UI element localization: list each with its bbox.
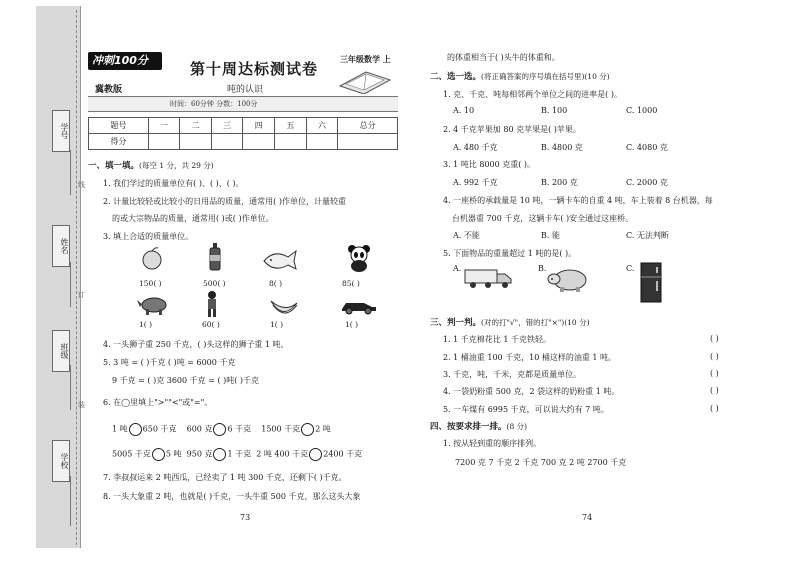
score-table-header-row bbox=[89, 118, 398, 134]
fill-q8: 8. 一头大象重 2 吨，也就是( )千克，一头牛重 500 千克，那么这头大象 bbox=[103, 492, 361, 501]
pic-caption-whale: 8( ) bbox=[269, 279, 283, 288]
score-input[interactable] bbox=[180, 134, 212, 150]
judge-q5: 5. 一车煤有 6995 千克，可以说大约有 7 吨。 bbox=[443, 405, 609, 414]
pic-caption-panda: 85( ) bbox=[342, 279, 360, 288]
class-field[interactable] bbox=[70, 365, 71, 410]
fill-q5-line1: 5. 3 吨 = ( )千克 ( )吨 = 6000 千克 bbox=[103, 358, 236, 367]
pic-caption-banana: 1( ) bbox=[270, 320, 284, 329]
choice-q2: 2. 4 千克苹果加 80 克苹果是( )苹果。 bbox=[443, 125, 581, 134]
page-number-left: 73 bbox=[240, 513, 251, 522]
judge-answer-box[interactable]: ( ) bbox=[710, 334, 719, 343]
car-icon bbox=[340, 297, 378, 315]
section-3-note: (对的打"√"，错的打"×")(10 分) bbox=[481, 318, 590, 327]
order-q1: 1. 按从轻到重的顺序排列。 bbox=[443, 439, 542, 448]
choice-q4-line1: 4. 一座桥的承载量是 10 吨，一辆卡车的自重 4 吨，车上装着 8 台机器，每 bbox=[443, 196, 713, 205]
compare-right: 6 千克 bbox=[227, 424, 252, 434]
page-number-right: 74 bbox=[582, 513, 593, 522]
fill-q6: 6. 在◯里填上">""<"或"="。 bbox=[103, 398, 213, 407]
choice-q3: 3. 1 吨比 8000 克重( )。 bbox=[443, 160, 536, 169]
page-title: 第十周达标测试卷 bbox=[190, 60, 319, 78]
score-input[interactable] bbox=[338, 134, 398, 150]
fill-q8-continued: 的体重相当于( )头牛的体重和。 bbox=[447, 53, 560, 62]
student-id-field[interactable] bbox=[70, 150, 71, 195]
judge-answer-box[interactable]: ( ) bbox=[710, 404, 719, 413]
student-id-label: 学号 bbox=[52, 110, 70, 152]
compare-row-2 bbox=[112, 448, 362, 461]
fill-q2-line2: 的或大宗物品的质量，通常用( )或( )作单位。 bbox=[112, 214, 274, 223]
score-cell: 四 bbox=[243, 118, 275, 134]
fill-q7: 7. 李叔叔运来 2 吨西瓜，已经卖了 1 吨 300 千克，还剩下( )千克。 bbox=[103, 473, 347, 482]
judge-answer-box[interactable]: ( ) bbox=[710, 352, 719, 361]
choice-q5: 5. 下面物品的重量超过 1 吨的是( )。 bbox=[443, 249, 577, 258]
fill-q1: 1. 我们学过的质量单位有( )、( )、( )。 bbox=[103, 179, 244, 188]
compare-right: 5 吨 bbox=[165, 449, 182, 459]
section-2-note: (将正确答案的序号填在括号里)(10 分) bbox=[481, 72, 610, 81]
section-4-note: (8 分) bbox=[506, 422, 528, 431]
score-input[interactable] bbox=[243, 134, 275, 150]
school-field[interactable] bbox=[70, 476, 71, 526]
cut-line bbox=[76, 10, 77, 545]
class-label: 班级 bbox=[52, 330, 70, 372]
section-1-note: (每空 1 分，共 29 分) bbox=[139, 161, 214, 170]
score-row-label: 得分 bbox=[89, 134, 149, 150]
name-label: 姓名 bbox=[52, 225, 70, 267]
pic-caption-car: 1( ) bbox=[345, 320, 359, 329]
choice-q5-option-c[interactable]: C. bbox=[626, 264, 635, 273]
school-label: 学校 bbox=[52, 440, 70, 482]
score-cell: 六 bbox=[306, 118, 338, 134]
panda-icon bbox=[346, 244, 372, 272]
choice-q5-option-b[interactable]: B. bbox=[538, 264, 547, 273]
compare-circle[interactable] bbox=[152, 448, 165, 461]
pic-caption-orange: 150( ) bbox=[139, 279, 162, 288]
section-3-title: 三、判一判。 bbox=[430, 318, 482, 328]
compare-left: 600 克 bbox=[186, 424, 213, 434]
choice-q2-option-c[interactable]: C. 4080 克 bbox=[626, 143, 668, 152]
pic-caption-child: 60( ) bbox=[202, 320, 220, 329]
section-1-heading bbox=[88, 159, 214, 171]
order-q1-items: 7200 克 7 千克 2 千克 700 克 2 吨 2700 千克 bbox=[455, 458, 627, 467]
section-3-heading bbox=[430, 316, 590, 328]
compare-circle[interactable] bbox=[213, 448, 226, 461]
side-mark-install: 装 bbox=[78, 401, 85, 409]
compare-circle[interactable] bbox=[309, 448, 322, 461]
bottle-icon bbox=[209, 243, 221, 271]
choice-q1-option-b[interactable]: B. 100 bbox=[541, 106, 568, 115]
compare-left: 5005 千克 bbox=[112, 449, 151, 459]
compare-left: 1500 千克 bbox=[261, 424, 301, 434]
choice-q3-option-b[interactable]: B. 200 克 bbox=[541, 178, 578, 187]
score-cell: 三 bbox=[211, 118, 243, 134]
choice-q3-option-a[interactable]: A. 992 千克 bbox=[453, 178, 498, 187]
choice-q1-option-a[interactable]: A. 10 bbox=[453, 106, 475, 115]
score-input[interactable] bbox=[275, 134, 307, 150]
choice-q4-option-a[interactable]: A. 不能 bbox=[453, 231, 480, 240]
section-4-heading bbox=[430, 420, 527, 432]
choice-q4-line2: 台机器重 700 千克，这辆卡车( )安全通过这座桥。 bbox=[452, 214, 634, 223]
page-subtitle: 吨的认识 bbox=[227, 85, 264, 95]
judge-q4: 4. 一袋奶粉重 500 克，2 袋这样的奶粉重 1 吨。 bbox=[443, 387, 620, 396]
pig-icon bbox=[546, 265, 590, 293]
pic-caption-rhino: 1( ) bbox=[139, 320, 153, 329]
fill-q5-line2: 9 千克 = ( )克 3600 千克 = ( )吨( )千克 bbox=[112, 376, 260, 385]
choice-q4-option-c[interactable]: C. 无法判断 bbox=[626, 231, 669, 240]
book-illustration bbox=[336, 64, 394, 94]
choice-q2-option-b[interactable]: B. 4800 克 bbox=[541, 143, 583, 152]
score-table-score-row bbox=[89, 134, 398, 150]
choice-q1-option-c[interactable]: C. 1000 bbox=[626, 106, 658, 115]
edition-label: 冀教版 bbox=[95, 85, 123, 95]
judge-answer-box[interactable]: ( ) bbox=[710, 386, 719, 395]
choice-q5-option-a[interactable]: A. bbox=[453, 264, 462, 273]
choice-q4-option-b[interactable]: B. 能 bbox=[541, 231, 560, 240]
choice-q2-option-a[interactable]: A. 480 千克 bbox=[453, 143, 498, 152]
banana-icon bbox=[269, 295, 299, 317]
choice-q3-option-c[interactable]: C. 2000 克 bbox=[626, 178, 668, 187]
section-4-title: 四、按要求排一排。 bbox=[430, 422, 507, 432]
fill-q4: 4. 一头狮子重 250 千克，( )头这样的狮子重 1 吨。 bbox=[103, 340, 289, 349]
score-cell: 五 bbox=[275, 118, 307, 134]
section-2-title: 二、选一选。 bbox=[430, 72, 482, 82]
compare-circle[interactable] bbox=[129, 423, 142, 436]
fill-q2-line1: 2. 计量比较轻或比较小的日用品的质量，通常用( )作单位，计量较重 bbox=[103, 197, 346, 206]
compare-circle[interactable] bbox=[301, 423, 314, 436]
name-field[interactable] bbox=[70, 262, 71, 307]
whale-icon bbox=[262, 247, 298, 271]
score-table bbox=[88, 117, 398, 150]
judge-q3: 3. 千克，吨，千米，克都是质量单位。 bbox=[443, 370, 582, 379]
judge-q1: 1. 1 千克棉花比 1 千克铁轻。 bbox=[443, 335, 551, 344]
compare-right: 650 千克 bbox=[142, 424, 177, 434]
compare-left: 1 吨 bbox=[112, 424, 128, 434]
refrigerator-icon bbox=[639, 262, 663, 304]
judge-q2: 2. 1 桶油重 100 千克，10 桶这样的油重 1 吨。 bbox=[443, 353, 617, 362]
rhino-icon bbox=[136, 294, 170, 316]
grade-label: 三年级数学 上 bbox=[340, 54, 391, 64]
compare-right: 2400 千克 bbox=[323, 449, 363, 459]
score-cell: 题号 bbox=[89, 118, 149, 134]
score-cell: 二 bbox=[180, 118, 212, 134]
compare-left: 950 克 bbox=[186, 449, 213, 459]
orange-icon bbox=[141, 246, 163, 270]
compare-right: 1 千克 bbox=[227, 449, 252, 459]
choice-q1: 1. 克、千克、吨每相邻两个单位之间的进率是( )。 bbox=[443, 90, 622, 99]
brand-logo: 冲刺100分 bbox=[88, 52, 162, 70]
score-input[interactable] bbox=[306, 134, 338, 150]
compare-left: 2 吨 400 千克 bbox=[256, 449, 309, 459]
side-mark-line: 线 bbox=[78, 181, 85, 189]
compare-row-1 bbox=[112, 423, 331, 436]
score-input[interactable] bbox=[211, 134, 243, 150]
pic-caption-bottle: 500( ) bbox=[203, 279, 226, 288]
score-input[interactable] bbox=[148, 134, 180, 150]
score-cell: 总分 bbox=[338, 118, 398, 134]
fill-q3: 3. 填上合适的质量单位。 bbox=[103, 232, 194, 241]
section-2-heading bbox=[430, 70, 610, 82]
time-info: 时间：60分钟 分数：100分 bbox=[170, 100, 258, 108]
child-icon bbox=[203, 290, 221, 318]
compare-right: 2 吨 bbox=[315, 424, 331, 434]
compare-circle[interactable] bbox=[213, 423, 226, 436]
judge-answer-box[interactable]: ( ) bbox=[710, 369, 719, 378]
truck-icon bbox=[464, 268, 514, 290]
section-1-title: 一、填一填。 bbox=[88, 161, 140, 171]
score-cell: 一 bbox=[148, 118, 180, 134]
side-mark-bind: 订 bbox=[78, 291, 85, 299]
